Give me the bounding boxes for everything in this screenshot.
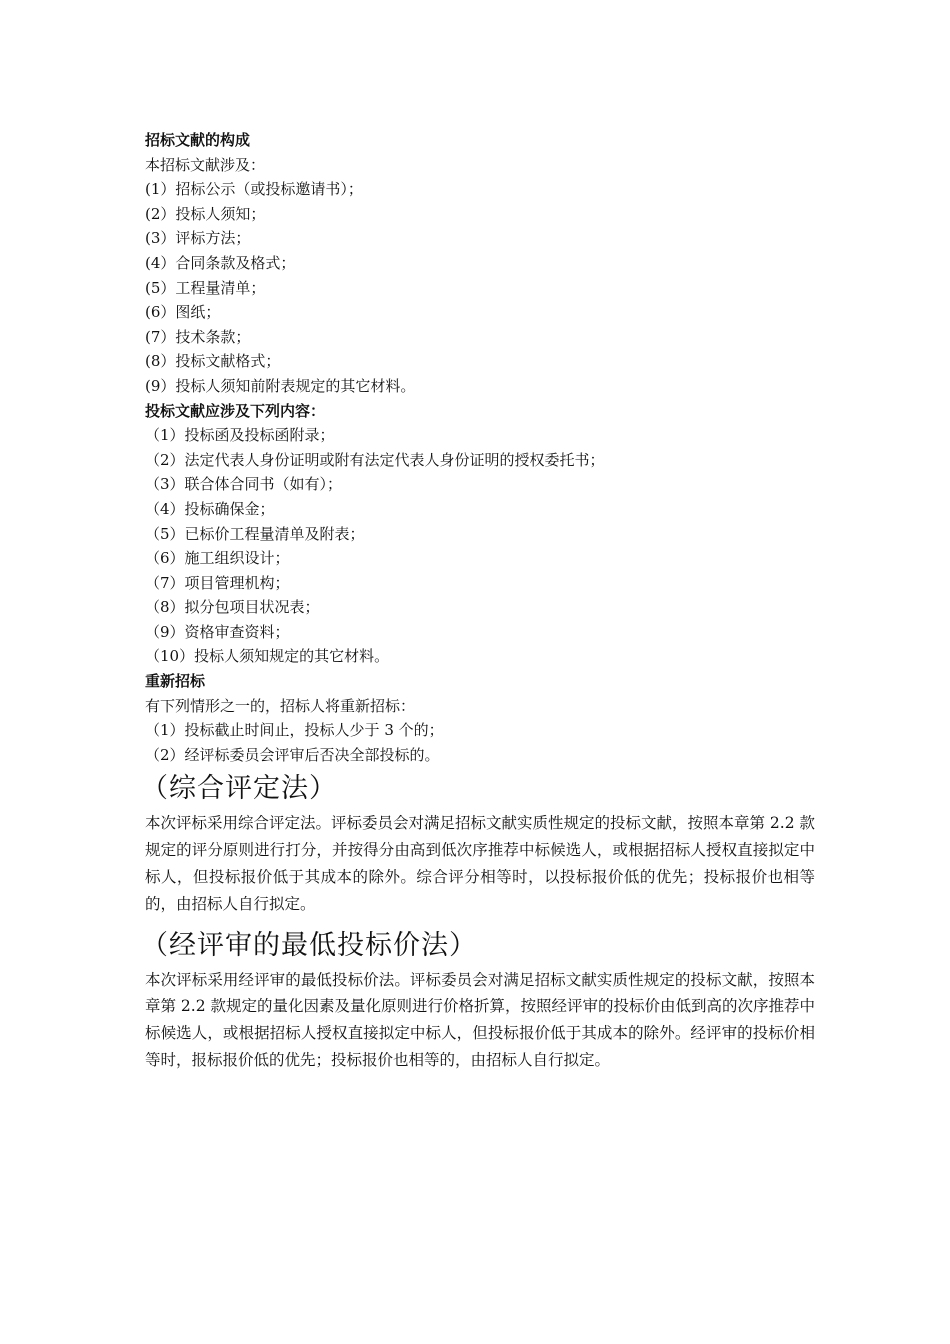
list-item: （10）投标人须知规定的其它材料。 [145, 647, 390, 666]
list-item: （7）项目管理机构； [145, 573, 290, 592]
list-item: (7）技术条款； [145, 327, 251, 346]
list-item: (6）图纸； [145, 303, 221, 322]
method-paragraph: 本次评标采用综合评定法。评标委员会对满足招标文献实质性规定的投标文献，按照本章第 2.2 款规定的评分原则进行打分，并按得分由高到低次序推荐中标候选人，或根据招标人授权直接拟定中标人，但投标报价低于其成本的除外。综合评分相等时，以投标报价低的优先；投标报价也相等的，由招标人自行拟定。 [145, 814, 816, 913]
list-item: (9）投标人须知前附表规定的其它材料。 [145, 376, 416, 395]
list-item: (8）投标文献格式； [145, 352, 281, 371]
list-item: （9）资格审查资料； [145, 622, 290, 641]
list-item: (5）工程量清单； [145, 278, 266, 297]
list-item: （1）投标截止时间止，投标人少于 3 个的； [145, 721, 444, 740]
list-item: （2）经评标委员会评审后否决全部投标的。 [145, 745, 440, 764]
list-item: （8）拟分包项目状况表； [145, 598, 320, 617]
method-heading: （综合评定法） [141, 773, 337, 805]
list-item: （3）联合体合同书（如有）； [145, 475, 343, 494]
list-item: (2）投标人须知； [145, 204, 266, 223]
section-heading: 招标文献的构成 [145, 131, 251, 149]
list-item: （2）法定代表人身份证明或附有法定代表人身份证明的授权委托书； [145, 450, 605, 469]
list-item: (4）合同条款及格式； [145, 253, 296, 272]
section-heading: 重新招标 [145, 672, 206, 691]
section-comprehensive-evaluation [141, 769, 816, 917]
section-bid-content [145, 399, 815, 670]
section-intro: 有下列情形之一的，招标人将重新招标： [145, 696, 416, 715]
document-page [141, 128, 816, 1074]
method-heading: （经评审的最低投标价法） [141, 929, 477, 961]
list-item: （4）投标确保金； [145, 499, 275, 518]
list-item: （5）已标价工程量清单及附表； [145, 524, 365, 543]
section-intro: 本招标文献涉及： [145, 155, 266, 174]
list-item: (3）评标方法； [145, 229, 251, 248]
spacer [145, 918, 815, 924]
section-rebid [145, 669, 815, 767]
method-paragraph: 本次评标采用经评审的最低投标价法。评标委员会对满足招标文献实质性规定的投标文献，按照本章第 2.2 款规定的量化因素及量化原则进行价格折算，按照经评审的投标价由低到高的次序推荐中标候选人，或根据招标人授权直接拟定中标人，但投标报价低于其成本的除外。经评审的投标价相等时，报标报价低的优先；投标报价也相等的，由招标人自行拟定。 [145, 970, 816, 1070]
section-lowest-price-evaluation [141, 926, 816, 1074]
list-item: （6）施工组织设计； [145, 549, 290, 568]
section-heading: 投标文献应涉及下列内容： [145, 401, 326, 420]
list-item: （1）投标函及投标函附录； [145, 426, 335, 445]
list-item: (1）招标公示（或投标邀请书）； [145, 180, 363, 199]
section-bid-documents-composition [145, 128, 815, 399]
